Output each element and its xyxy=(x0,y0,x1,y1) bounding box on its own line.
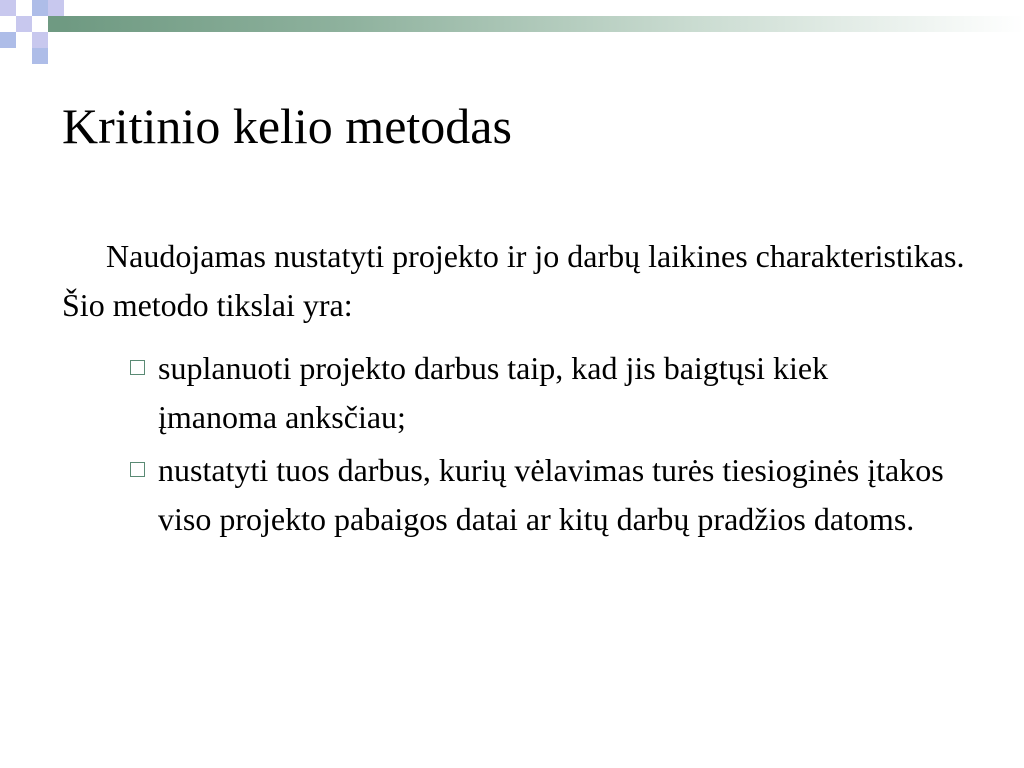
bullet-text: nustatyti tuos darbus, kurių vėlavimas turės tiesioginės įtakos viso projekto pabaigos datai ar kitų darbų pradžios datoms. xyxy=(158,452,944,537)
bullet-item xyxy=(128,344,948,442)
hollow-square-bullet-icon xyxy=(130,360,145,375)
hollow-square-bullet-icon xyxy=(130,462,145,477)
decor-square xyxy=(48,0,64,16)
bullet-text: suplanuoti projekto darbus taip, kad jis baigtųsi kiek įmanoma anksčiau; xyxy=(158,350,829,435)
decor-square xyxy=(16,16,32,32)
decor-square xyxy=(32,32,48,48)
bullet-item xyxy=(128,446,948,544)
decor-square xyxy=(0,32,16,48)
intro-paragraph: Naudojamas nustatyti projekto ir jo darbų laikines charakteristikas. Šio metodo tikslai yra: xyxy=(62,238,965,323)
decor-square xyxy=(48,16,64,32)
header-decoration xyxy=(0,0,1024,64)
header-gradient-bar xyxy=(64,16,1024,32)
slide-title: Kritinio kelio metodas xyxy=(62,98,512,154)
decor-square xyxy=(32,0,48,16)
decor-square xyxy=(32,48,48,64)
decor-square xyxy=(0,0,16,16)
bullet-list xyxy=(128,344,948,548)
